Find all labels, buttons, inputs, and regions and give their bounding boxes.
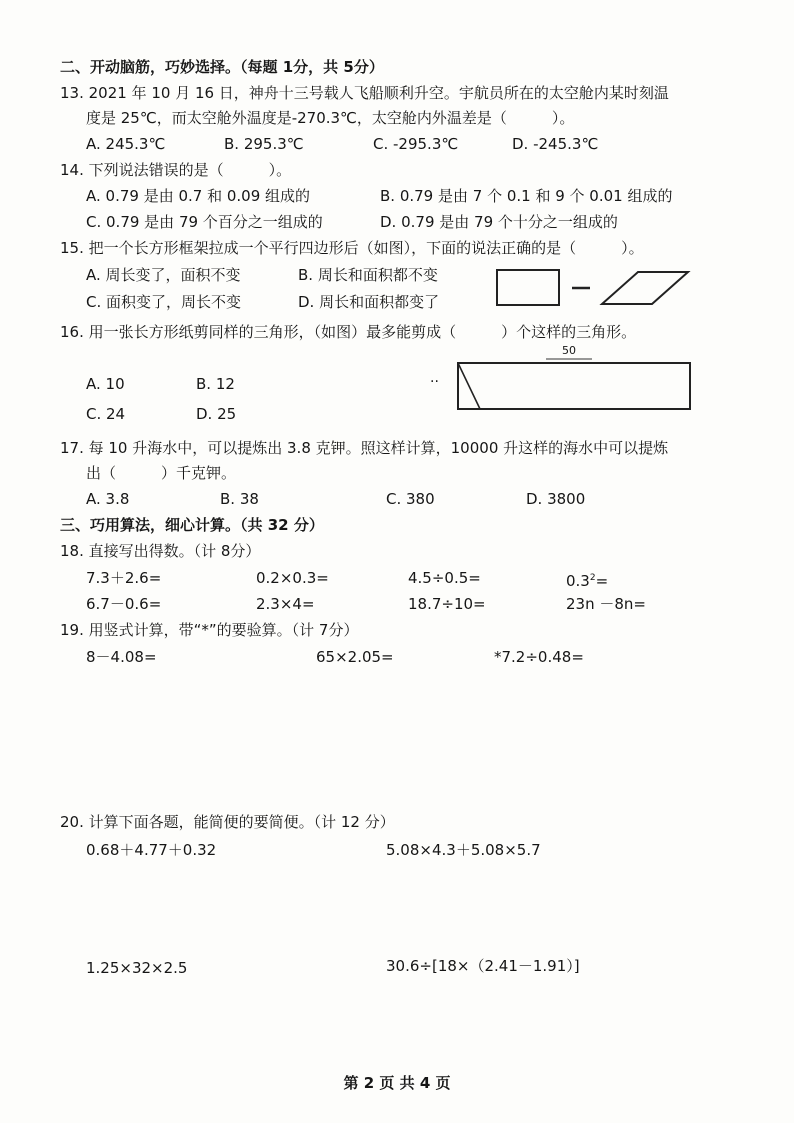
q17-option-b: B. 38 <box>220 490 259 508</box>
paper-rectangle <box>458 363 690 409</box>
page-footer: 第 2 页 共 4 页 <box>343 1074 451 1092</box>
q14-stem: 14. 下列说法错误的是（ ）。 <box>60 161 292 179</box>
q17-option-d: D. 3800 <box>526 490 586 508</box>
q20-item-4: 30.6÷[18×（2.41－1.91）] <box>386 957 580 975</box>
q14-option-a: A. 0.79 是由 0.7 和 0.09 组成的 <box>86 187 311 205</box>
q13-line1: 13. 2021 年 10 月 16 日，神舟十三号载人飞船顺利升空。宇航员所在的太空舱内某时刻温 <box>60 84 669 102</box>
q16-option-a: A. 10 <box>86 375 125 393</box>
q14-option-c: C. 0.79 是由 79 个百分之一组成的 <box>86 213 323 231</box>
q19-item-1: 8－4.08= <box>86 648 157 666</box>
q20-item-2: 5.08×4.3＋5.08×5.7 <box>386 841 541 859</box>
q13-option-b: B. 295.3℃ <box>224 135 304 153</box>
q17-line2: 出（ ）千克钾。 <box>86 464 237 482</box>
q18-item-1: 7.3＋2.6= <box>86 569 162 587</box>
q17-option-c: C. 380 <box>386 490 435 508</box>
q18-item-4-exponent: 2 <box>589 573 596 583</box>
section-2-heading: 二、开动脑筋，巧妙选择。（每题 1分，共 5分） <box>60 58 384 76</box>
q16-figure-side-mark: ·· <box>430 374 439 390</box>
q16-figure-length-label: 50 <box>562 344 576 357</box>
q15-option-c: C. 面积变了，周长不变 <box>86 293 242 311</box>
q18-item-8: 23n －8n= <box>566 595 646 613</box>
triangle-cut-line <box>458 363 480 409</box>
q18-item-4 <box>566 568 608 591</box>
q18-item-6: 2.3×4= <box>256 595 315 613</box>
q18-item-4-equals: = <box>595 572 609 590</box>
q16-option-d: D. 25 <box>196 405 237 423</box>
q13-option-c: C. -295.3℃ <box>373 135 459 153</box>
q18-item-2: 0.2×0.3= <box>256 569 329 587</box>
q19-item-2: 65×2.05= <box>316 648 394 666</box>
parallelogram-shape <box>602 272 688 304</box>
q20-item-1: 0.68＋4.77＋0.32 <box>86 841 217 859</box>
q18-stem: 18. 直接写出得数。（计 8分） <box>60 542 261 560</box>
rectangle-shape <box>497 270 559 305</box>
q14-option-d: D. 0.79 是由 79 个十分之一组成的 <box>380 213 618 231</box>
section-3-heading: 三、巧用算法，细心计算。（共 32 分） <box>60 516 324 534</box>
q18-item-3: 4.5÷0.5= <box>408 569 481 587</box>
paper-rectangle-figure <box>450 355 700 415</box>
q15-option-b: B. 周长和面积都不变 <box>298 266 438 284</box>
q13-option-d: D. -245.3℃ <box>512 135 599 153</box>
q19-item-3: *7.2÷0.48= <box>494 648 584 666</box>
q15-stem: 15. 把一个长方形框架拉成一个平行四边形后（如图），下面的说法正确的是（ ）。 <box>60 239 644 257</box>
q20-stem: 20. 计算下面各题，能简便的要简便。（计 12 分） <box>60 813 395 831</box>
q16-option-b: B. 12 <box>196 375 235 393</box>
rectangle-to-parallelogram-figure <box>490 264 700 312</box>
q18-item-7: 18.7÷10= <box>408 595 486 613</box>
q14-option-b: B. 0.79 是由 7 个 0.1 和 9 个 0.01 组成的 <box>380 187 673 205</box>
q16-option-c: C. 24 <box>86 405 126 423</box>
q19-stem: 19. 用竖式计算，带“*”的要验算。（计 7分） <box>60 621 359 639</box>
q15-option-d: D. 周长和面积都变了 <box>298 293 440 311</box>
q20-item-3: 1.25×32×2.5 <box>86 959 188 977</box>
q13-line2: 度是 25℃，而太空舱外温度是-270.3℃，太空舱内外温差是（ ）。 <box>86 109 575 127</box>
q15-option-a: A. 周长变了，面积不变 <box>86 266 241 284</box>
q18-item-4-base: 0.3 <box>566 572 590 590</box>
q18-item-5: 6.7－0.6= <box>86 595 162 613</box>
q13-option-a: A. 245.3℃ <box>86 135 166 153</box>
q17-line1: 17. 每 10 升海水中，可以提炼出 3.8 克钾。照这样计算，10000 升这样的海水中可以提炼 <box>60 439 669 457</box>
q17-option-a: A. 3.8 <box>86 490 130 508</box>
q16-stem: 16. 用一张长方形纸剪同样的三角形，（如图）最多能剪成（ ）个这样的三角形。 <box>60 323 637 341</box>
